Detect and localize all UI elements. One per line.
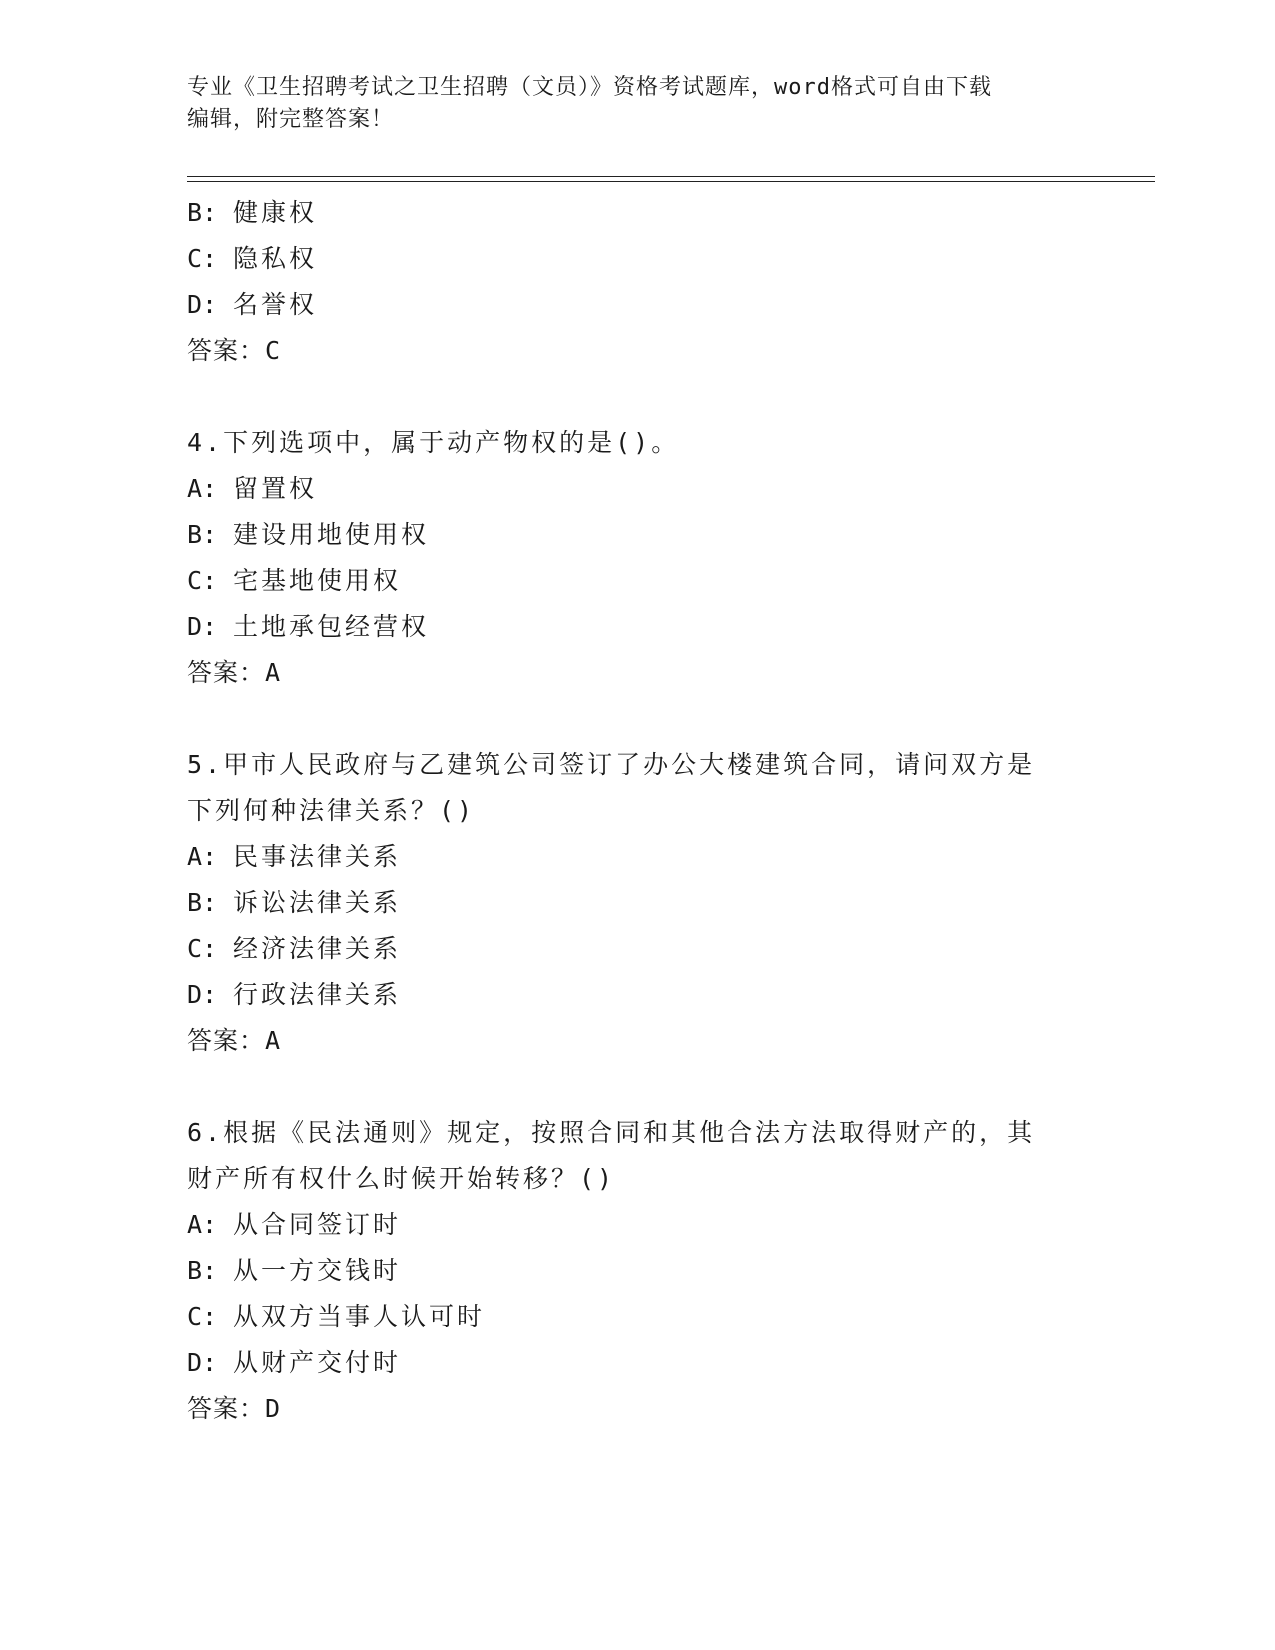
question-text: 4.下列选项中，属于动产物权的是()。: [187, 428, 680, 457]
option-c: [187, 558, 1087, 604]
option-d: [187, 282, 1087, 328]
option-text: 行政法律关系: [233, 980, 402, 1009]
answer-line: [187, 650, 1087, 696]
spacer: [187, 374, 1087, 420]
option-text: 从财产交付时: [233, 1348, 402, 1377]
option-b: [187, 880, 1087, 926]
option-key: C:: [187, 1302, 218, 1331]
option-key: C:: [187, 566, 218, 595]
option-d: [187, 604, 1087, 650]
option-key: B:: [187, 888, 218, 917]
question-text-line-2: 财产所有权什么时候开始转移？(): [187, 1164, 616, 1193]
option-text: 隐私权: [233, 244, 318, 273]
option-key: D:: [187, 612, 218, 641]
header-line-2: 编辑，附完整答案！: [187, 107, 395, 132]
option-text: 诉讼法律关系: [233, 888, 402, 917]
option-text: 建设用地使用权: [233, 520, 430, 549]
option-d: [187, 1340, 1087, 1386]
option-key: D:: [187, 1348, 218, 1377]
question-text-line-1: 5.甲市人民政府与乙建筑公司签订了办公大楼建筑合同，请问双方是: [187, 750, 1036, 779]
question-text-line-1: 6.根据《民法通则》规定，按照合同和其他合法方法取得财产的，其: [187, 1118, 1036, 1147]
option-text: 民事法律关系: [233, 842, 402, 871]
header-line-1: 专业《卫生招聘考试之卫生招聘（文员）》资格考试题库，word格式可自由下载: [187, 75, 992, 100]
answer-label: 答案：: [187, 336, 266, 365]
question-4: [187, 420, 1087, 696]
option-text: 从一方交钱时: [233, 1256, 402, 1285]
header-divider-bottom: [187, 181, 1155, 182]
option-key: A:: [187, 474, 218, 503]
option-text: 从合同签订时: [233, 1210, 402, 1239]
option-text: 土地承包经营权: [233, 612, 430, 641]
answer-line: [187, 328, 1087, 374]
question-6: [187, 1110, 1087, 1432]
option-a: [187, 1202, 1087, 1248]
question-list: [187, 190, 1087, 1432]
spacer: [187, 696, 1087, 742]
option-text: 健康权: [233, 198, 318, 227]
option-key: B:: [187, 198, 218, 227]
header-divider-top: [187, 176, 1155, 177]
option-b: [187, 1248, 1087, 1294]
answer-value: A: [265, 1026, 281, 1055]
option-key: A:: [187, 842, 218, 871]
option-a: [187, 834, 1087, 880]
option-key: B:: [187, 520, 218, 549]
answer-label: 答案：: [187, 1394, 266, 1423]
answer-label: 答案：: [187, 1026, 266, 1055]
option-key: D:: [187, 290, 218, 319]
spacer: [187, 1064, 1087, 1110]
option-c: [187, 236, 1087, 282]
option-c: [187, 1294, 1087, 1340]
option-text: 留置权: [233, 474, 318, 503]
option-text: 经济法律关系: [233, 934, 402, 963]
option-a: [187, 466, 1087, 512]
answer-line: [187, 1018, 1087, 1064]
question-3: [187, 190, 1087, 374]
answer-value: A: [265, 658, 281, 687]
option-text: 名誉权: [233, 290, 318, 319]
option-text: 从双方当事人认可时: [233, 1302, 486, 1331]
answer-value: C: [265, 336, 281, 365]
option-key: C:: [187, 934, 218, 963]
answer-line: [187, 1386, 1087, 1432]
option-key: C:: [187, 244, 218, 273]
answer-value: D: [265, 1394, 281, 1423]
option-b: [187, 512, 1087, 558]
answer-label: 答案：: [187, 658, 266, 687]
option-b: [187, 190, 1087, 236]
document-header: [187, 72, 1067, 136]
option-key: A:: [187, 1210, 218, 1239]
question-5: [187, 742, 1087, 1064]
option-c: [187, 926, 1087, 972]
question-text-line-2: 下列何种法律关系？(): [187, 796, 476, 825]
option-text: 宅基地使用权: [233, 566, 402, 595]
option-d: [187, 972, 1087, 1018]
option-key: D:: [187, 980, 218, 1009]
option-key: B:: [187, 1256, 218, 1285]
